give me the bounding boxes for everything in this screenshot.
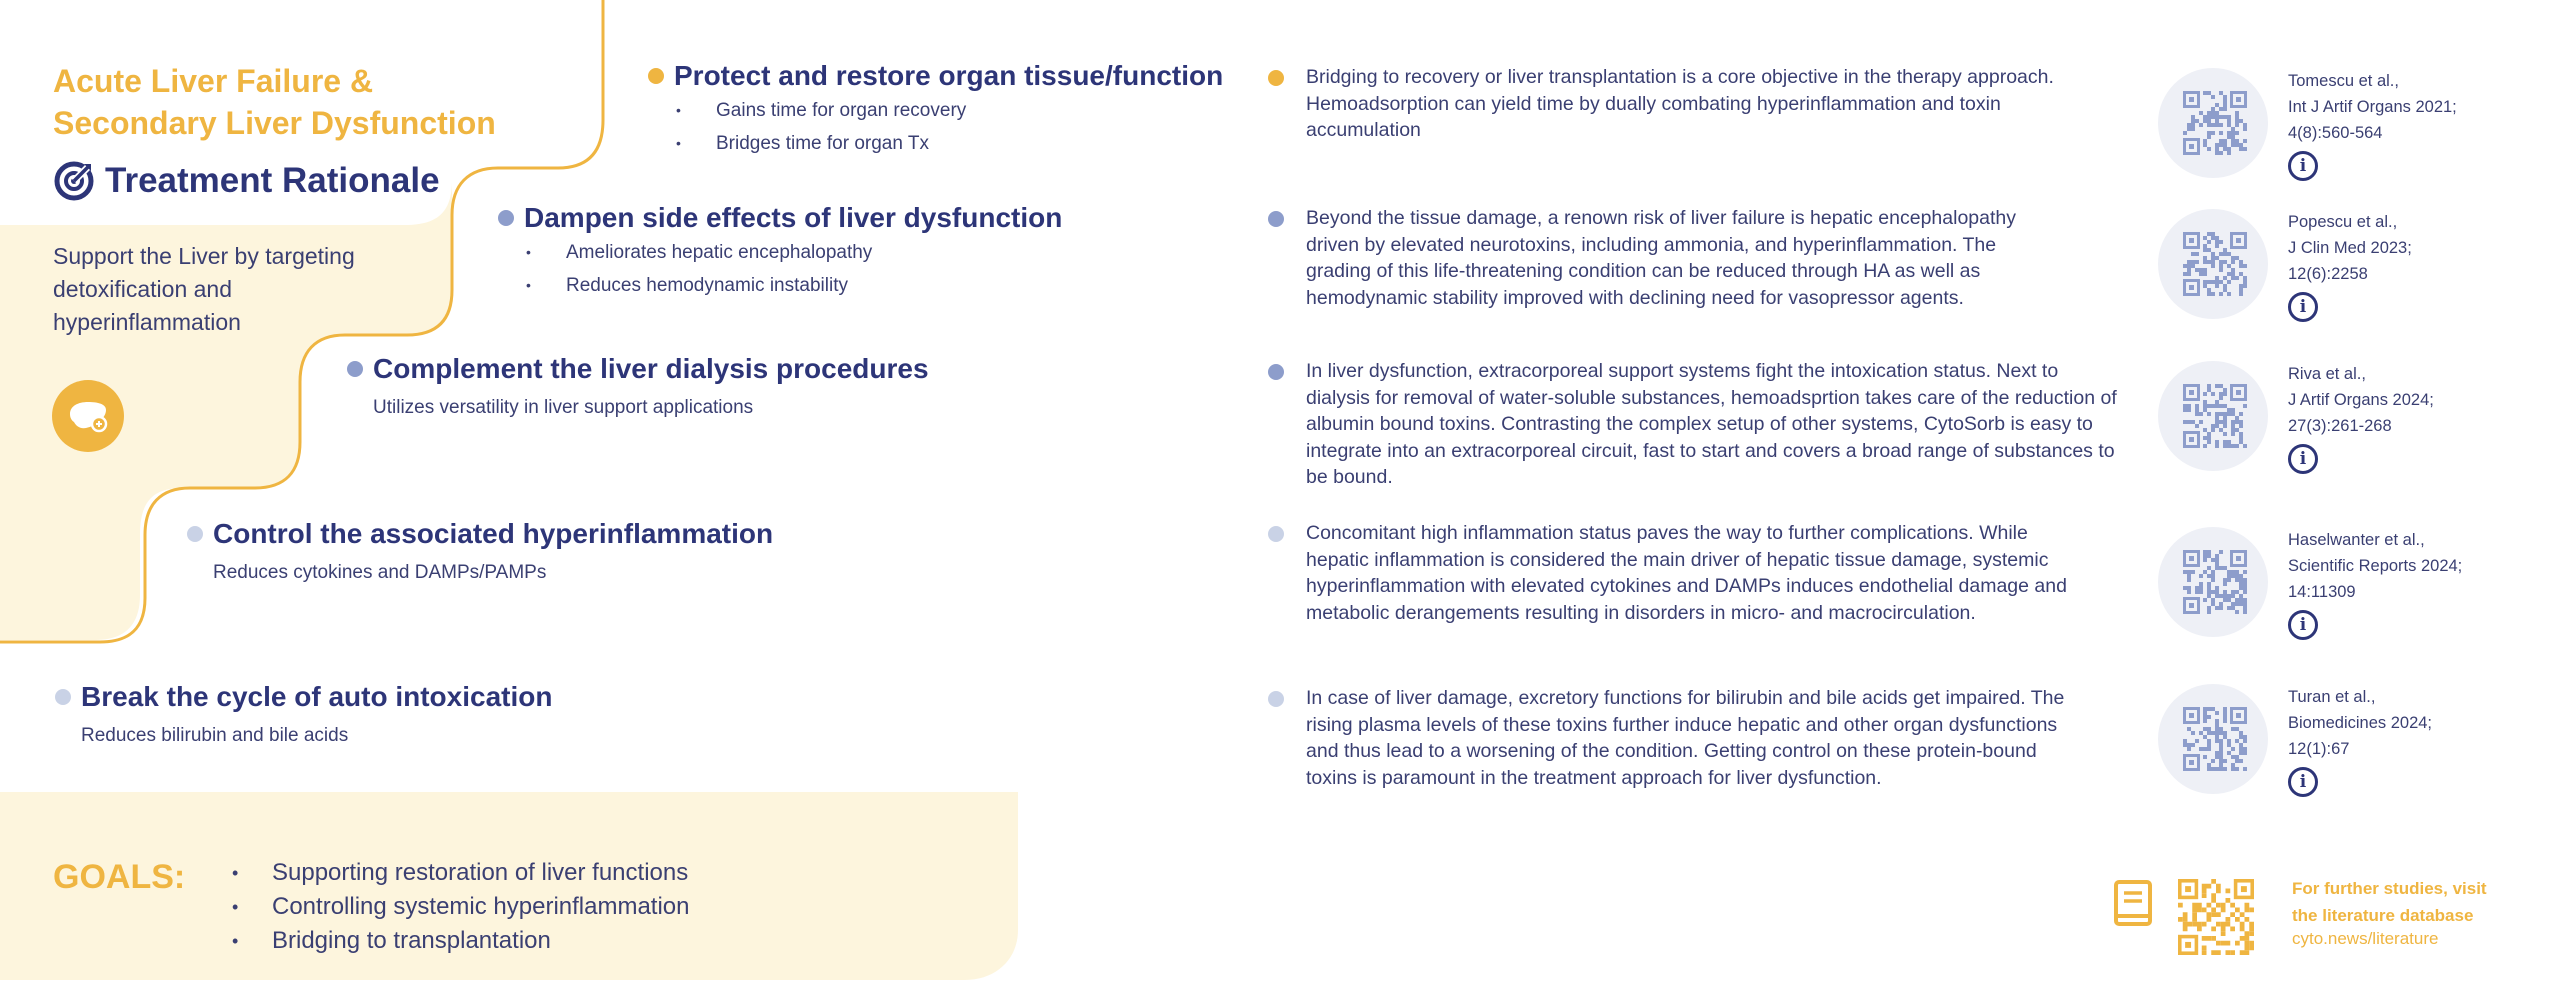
qr-code-icon[interactable] — [2158, 68, 2268, 178]
further-studies — [2112, 875, 2542, 965]
goal-item: • Bridging to transplantation — [232, 924, 690, 958]
goals-label: GOALS: — [53, 858, 186, 896]
page-title — [53, 60, 573, 144]
reference-citation — [2288, 361, 2538, 439]
target-icon — [53, 160, 95, 202]
step-subtitle: Utilizes versatility in liver support applications — [373, 397, 754, 418]
goal-item: • Supporting restoration of liver functions — [232, 856, 690, 890]
step-dot — [55, 689, 71, 705]
reference-card — [2158, 527, 2538, 657]
description-text: Concomitant high inflammation status paves the way to further complications. While hepatic inflammation is considered the main driver of hepatic tissue damage, systemic hyperinflammation with elevated cytokines and DAMPs induces endothelial damage and metabolic derangements resulting in disorders in micro- and macrocirculation. — [1306, 522, 2067, 624]
reference-citation — [2288, 68, 2538, 146]
info-icon[interactable]: i — [2288, 151, 2318, 181]
description-dot — [1268, 364, 1284, 380]
step-complement — [347, 353, 929, 424]
qr-code-icon[interactable] — [2158, 527, 2268, 637]
qr-code-icon[interactable] — [2158, 684, 2268, 794]
step-items — [524, 236, 1062, 302]
step-title: Dampen side effects of liver dysfunction — [524, 202, 1063, 233]
reference-volume: 12(6):2258 — [2288, 265, 2368, 283]
description-dot — [1268, 70, 1284, 86]
reference-authors: Riva et al., — [2288, 365, 2366, 383]
description-text: Bridging to recovery or liver transplantation is a core objective in the therapy approach. Hemoadsorption can yield time by dually combating hyperinflammation and toxin accumulation — [1306, 66, 2054, 141]
reference-authors: Turan et al., — [2288, 688, 2376, 706]
reference-journal: J Clin Med 2023; — [2288, 239, 2412, 257]
title-line-2: Secondary Liver Dysfunction — [53, 105, 496, 141]
description-block — [1268, 358, 2128, 491]
reference-authors: Tomescu et al., — [2288, 72, 2399, 90]
step-title: Complement the liver dialysis procedures — [373, 353, 929, 384]
step-dot — [187, 526, 203, 542]
step-control — [187, 518, 773, 589]
reference-card — [2158, 361, 2538, 491]
literature-qr-code-icon[interactable] — [2178, 879, 2254, 955]
reference-volume: 14:11309 — [2288, 583, 2356, 601]
book-icon — [2112, 879, 2156, 929]
title-line-1: Acute Liver Failure & — [53, 63, 374, 99]
description-text: In case of liver damage, excretory functions for bilirubin and bile acids get impaired. The rising plasma levels of these toxins further induce hepatic and other organ dysfunctions and thus lead to a worsening of the condition. Getting control on these protein-bound toxins is paramount in the treatment approach for liver dysfunction. — [1306, 687, 2065, 789]
step-dampen — [498, 202, 1062, 302]
info-icon[interactable]: i — [2288, 610, 2318, 640]
description-block — [1268, 685, 2128, 791]
further-line-1: For further studies, visit — [2292, 879, 2487, 898]
rationale-label: Treatment Rationale — [105, 161, 440, 200]
step-item: • Ameliorates hepatic encephalopathy — [524, 236, 1062, 269]
goals-list — [232, 856, 690, 958]
step-subtitle: Reduces bilirubin and bile acids — [81, 725, 349, 746]
liver-icon — [52, 380, 124, 452]
step-title: Break the cycle of auto intoxication — [81, 681, 553, 712]
support-text: Support the Liver by targeting detoxification and hyperinflammation — [53, 243, 355, 335]
description-block — [1268, 520, 2128, 626]
description-block — [1268, 64, 2128, 144]
step-protect — [648, 60, 1223, 160]
reference-card — [2158, 684, 2538, 814]
reference-citation — [2288, 527, 2538, 605]
reference-citation — [2288, 684, 2538, 762]
qr-code-icon[interactable] — [2158, 209, 2268, 319]
step-title: Control the associated hyperinflammation — [213, 518, 774, 549]
description-block — [1268, 205, 2128, 311]
reference-card — [2158, 209, 2538, 339]
step-item: • Bridges time for organ Tx — [674, 127, 1223, 160]
step-break-cycle — [55, 681, 552, 752]
reference-journal: J Artif Organs 2024; — [2288, 391, 2434, 409]
step-dot — [648, 68, 664, 84]
step-items — [674, 94, 1223, 160]
further-studies-text — [2292, 875, 2542, 929]
reference-authors: Haselwanter et al., — [2288, 531, 2425, 549]
reference-authors: Popescu et al., — [2288, 213, 2398, 231]
step-item: • Gains time for organ recovery — [674, 94, 1223, 127]
further-line-2: the literature database — [2292, 906, 2474, 925]
description-text: Beyond the tissue damage, a renown risk of liver failure is hepatic encephalopathy driven by elevated neurotoxins, including ammonia, and hyperinflammation. The grading of this life-threatening condition can be reduced through HA as well as hemodynamic stability improved with declining need for vasopressor agents. — [1306, 207, 2016, 309]
reference-volume: 4(8):560-564 — [2288, 124, 2383, 142]
literature-link[interactable]: cyto.news/literature — [2292, 929, 2439, 948]
description-text: In liver dysfunction, extracorporeal support systems fight the intoxication status. Next to dialysis for removal of water-soluble substances, hemoadsprtion takes care of the reduction of albumin bound toxins. Contrasting the complex setup of other systems, CytoSorb is easy to integrate into an extracorporeal circuit, fast to start and covers a broad range of substances to be bound. — [1306, 360, 2117, 488]
reference-volume: 12(1):67 — [2288, 740, 2350, 758]
reference-journal: Scientific Reports 2024; — [2288, 557, 2463, 575]
reference-volume: 27(3):261-268 — [2288, 417, 2392, 435]
reference-journal: Biomedicines 2024; — [2288, 714, 2433, 732]
info-icon[interactable]: i — [2288, 444, 2318, 474]
reference-citation — [2288, 209, 2538, 287]
qr-code-icon[interactable] — [2158, 361, 2268, 471]
info-icon[interactable]: i — [2288, 292, 2318, 322]
reference-card — [2158, 68, 2538, 198]
step-title: Protect and restore organ tissue/function — [674, 60, 1224, 91]
info-icon[interactable]: i — [2288, 767, 2318, 797]
step-dot — [347, 361, 363, 377]
description-dot — [1268, 211, 1284, 227]
description-dot — [1268, 691, 1284, 707]
step-item: • Reduces hemodynamic instability — [524, 269, 1062, 302]
step-subtitle: Reduces cytokines and DAMPs/PAMPs — [213, 562, 547, 583]
treatment-rationale-heading — [53, 160, 440, 202]
step-dot — [498, 210, 514, 226]
reference-journal: Int J Artif Organs 2021; — [2288, 98, 2457, 116]
description-dot — [1268, 526, 1284, 542]
goal-item: • Controlling systemic hyperinflammation — [232, 890, 690, 924]
